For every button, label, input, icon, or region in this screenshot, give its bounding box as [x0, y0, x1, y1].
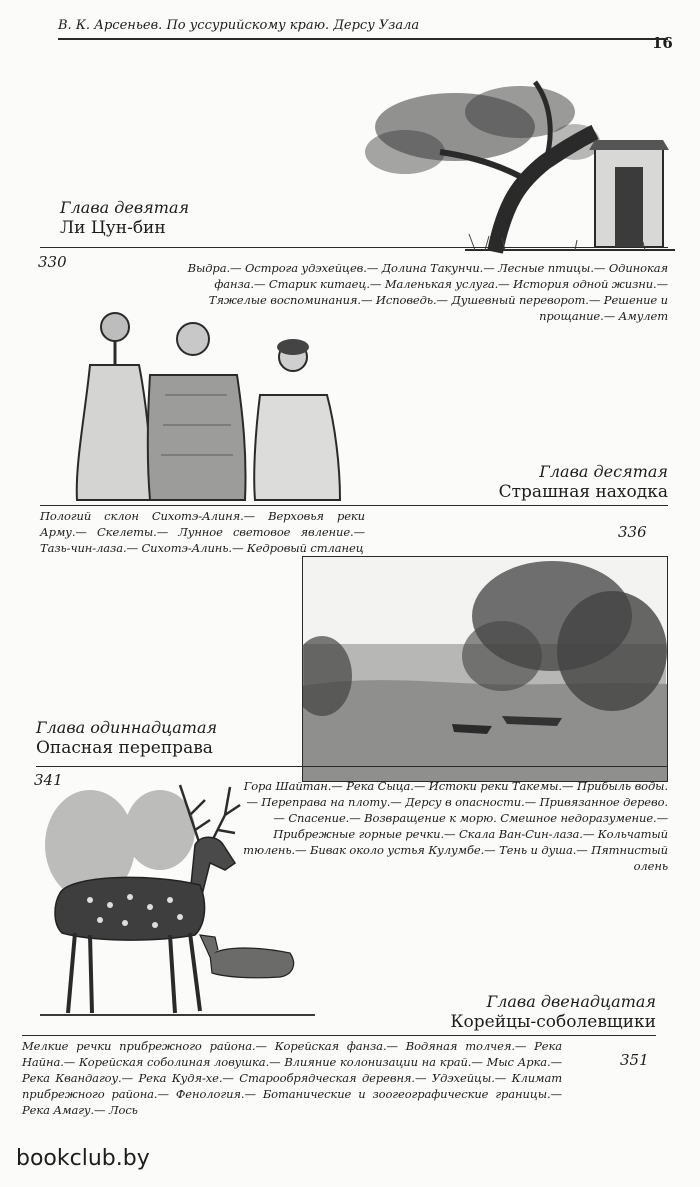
- river-illustration: [302, 556, 668, 782]
- chapter-10-kicker: Глава десятая: [539, 462, 668, 481]
- chapter-12-rule: [22, 1035, 656, 1036]
- chapter-12-kicker: Глава двенадцатая: [486, 992, 656, 1011]
- chapter-9-page: 330: [38, 253, 67, 271]
- chapter-11-kicker: Глава одиннадцатая: [36, 718, 218, 737]
- deer-illustration: [30, 775, 320, 1025]
- chapter-11-contents: Гора Шайтан.— Река Сыца.— Истоки реки Такемы.— Прибыль воды.— Переправа на плоту.— Дерсу в опасности.— Привязанное дерево.— Спасение.— Возвращение к морю. Смешное недоразумение.— Прибрежные горные речки.— Скала Ван-Син-лаза.— Кольчатый тюлень.— Бивак около устья Кулумбе.— Тень и душа.— Пятнистый олень: [243, 779, 668, 873]
- chapter-12-title: Корейцы-соболевщики: [450, 1012, 656, 1032]
- chapter-11-title: Опасная переправа: [36, 738, 213, 758]
- chapter-9-kicker: Глава девятая: [60, 198, 190, 217]
- chapter-12-page: 351: [620, 1051, 649, 1069]
- chapter-9-title: Ли Цун-бин: [60, 218, 166, 238]
- page-number: 16: [652, 34, 673, 52]
- chapter-10-page: 336: [618, 523, 647, 541]
- chapter-10-contents: Пологий склон Сихотэ-Алиня.— Верховья реки Арму.— Скелеты.— Лунное световое явление.— Тазь-чин-лаза.— Сихотэ-Алинь.— Кедровый стланец: [40, 509, 365, 555]
- chapter-12-contents: Мелкие речки прибрежного района.— Корейская фанза.— Водяная толчея.— Река Найна.— Корейская соболиная ловушка.— Влияние колонизации на край.— Мыс Арка.— Река Квандагоу.— Река Кудя-хе.— Старообрядческая деревня.— Удэхейцы.— Климат прибрежного района.— Фенология.— Ботанические и зоогеографические границы.— Река Амагу.— Лось: [22, 1039, 562, 1117]
- chapter-10-rule: [40, 505, 668, 506]
- chapter-11-rule: [36, 766, 668, 767]
- chapter-11-page: 341: [34, 771, 63, 789]
- chapter-9-contents: Выдра.— Острога удэхейцев.— Долина Такунчи.— Лесные птицы.— Одинокая фанза.— Старик китаец.— Маленькая услуга.— История одной жизни.— Тяжелые воспоминания.— Исповедь.— Душевный переворот.— Решение и прощание.— Амулет: [187, 261, 668, 323]
- chapter-9-rule: [40, 247, 668, 248]
- header-rule: [58, 38, 668, 40]
- watermark: bookclub.by: [16, 1146, 150, 1171]
- three-figures-illustration: [55, 305, 345, 505]
- tree-hut-illustration: [345, 72, 675, 257]
- running-head: В. К. Арсеньев. По уссурийскому краю. Дерсу Узала: [58, 18, 420, 33]
- chapter-10-title: Страшная находка: [498, 482, 668, 502]
